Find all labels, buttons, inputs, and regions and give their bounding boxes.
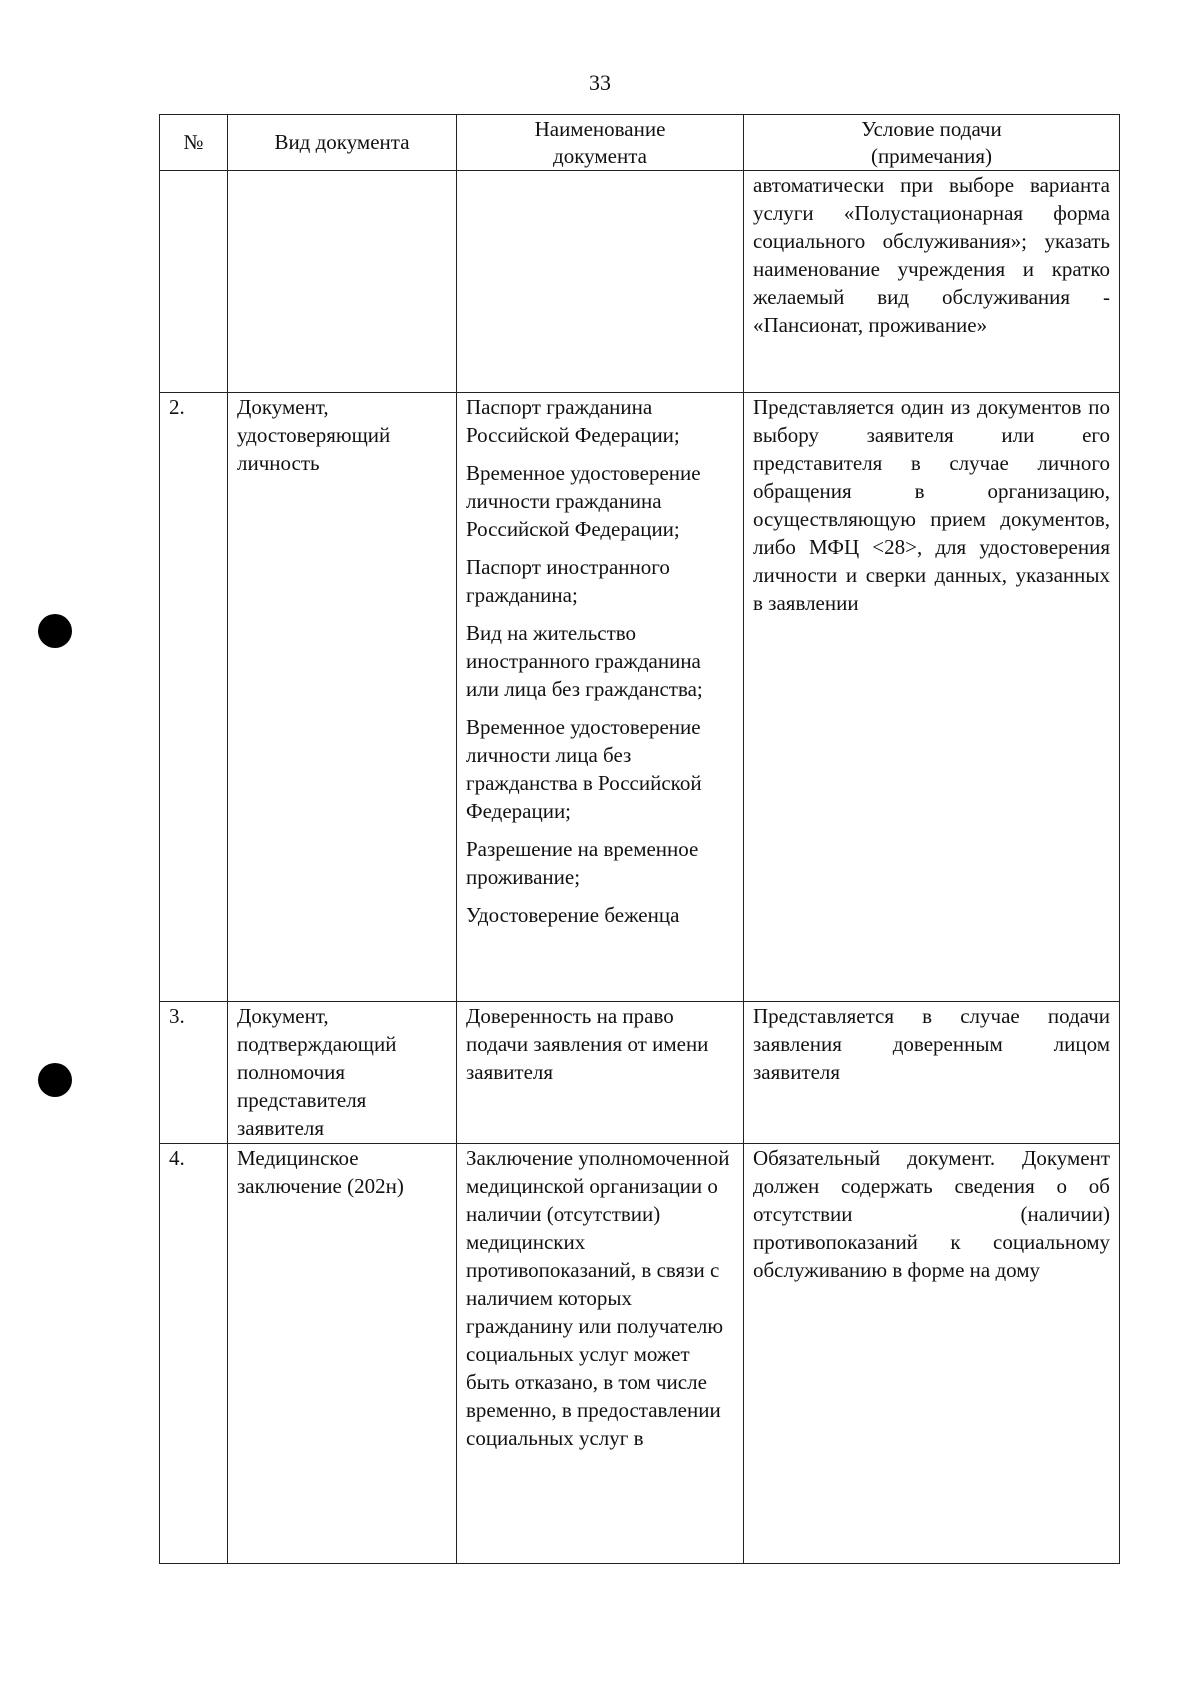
- cell-type: Медицинское заключение (202н): [228, 1144, 457, 1564]
- header-num: №: [160, 115, 228, 171]
- document-name: Временное удостоверение личности лица без гражданства в Российской Федерации;: [466, 715, 702, 823]
- table-header-row: [160, 115, 1120, 171]
- document-name: Разрешение на временное проживание;: [466, 837, 699, 889]
- document-name: Паспорт гражданина Российской Федерации;: [466, 395, 680, 447]
- cell-type: Документ, подтверждающий полномочия представителя заявителя: [228, 1002, 457, 1144]
- cell-condition: Представляется в случае подачи заявления доверенным лицом заявителя: [744, 1002, 1120, 1144]
- table-row-continuation: [160, 171, 1120, 393]
- header-name: Наименование документа: [457, 115, 744, 171]
- cell-condition: автоматически при выборе варианта услуги «Полустационарная форма социального обслуживания»; указать наименование учреждения и кратко желаемый вид обслуживания - «Пансионат, проживание»: [744, 171, 1120, 393]
- cell-name: [457, 1144, 744, 1564]
- cell-condition: Обязательный документ. Документ должен содержать сведения о об отсутствии (наличии) противопоказаний к социальному обслуживанию в форме на дому: [744, 1144, 1120, 1564]
- cell-name: [457, 171, 744, 393]
- cell-num: 4.: [160, 1144, 228, 1564]
- cell-condition: Представляется один из документов по выбору заявителя или его представителя в случае личного обращения в организацию, осуществляющую прием документов, либо МФЦ <28>, для удостоверения личности и сверки данных, указанных в заявлении: [744, 393, 1120, 1002]
- table-row: [160, 393, 1120, 1002]
- document-name: Доверенность на право подачи заявления от имени заявителя: [466, 1004, 709, 1084]
- document-name: Вид на жительство иностранного гражданина или лица без гражданства;: [466, 621, 703, 701]
- cell-num: 2.: [160, 393, 228, 1002]
- cell-name: [457, 1002, 744, 1144]
- punch-hole-top: [38, 614, 72, 648]
- document-name: Паспорт иностранного гражданина;: [466, 555, 670, 607]
- document-name: Удостоверение беженца: [466, 903, 680, 927]
- table-row: [160, 1002, 1120, 1144]
- punch-hole-bottom: [38, 1063, 72, 1097]
- cell-num: 3.: [160, 1002, 228, 1144]
- header-condition: Условие подачи (примечания): [744, 115, 1120, 171]
- document-name: Заключение уполномоченной медицинской организации о наличии (отсутствии) медицинских противопоказаний, в связи с наличием которых гражданину или получателю социальных услуг может быть отказано, в том числе временно, в предоставлении социальных услуг в: [466, 1146, 730, 1450]
- header-type: Вид документа: [228, 115, 457, 171]
- table-row: [160, 1144, 1120, 1564]
- page-number: 33: [589, 70, 611, 95]
- cell-type: [228, 171, 457, 393]
- cell-name: [457, 393, 744, 1002]
- document-name: Временное удостоверение личности гражданина Российской Федерации;: [466, 461, 701, 541]
- cell-num: [160, 171, 228, 393]
- cell-type: Документ, удостоверяющий личность: [228, 393, 457, 1002]
- documents-table: [159, 114, 1120, 1564]
